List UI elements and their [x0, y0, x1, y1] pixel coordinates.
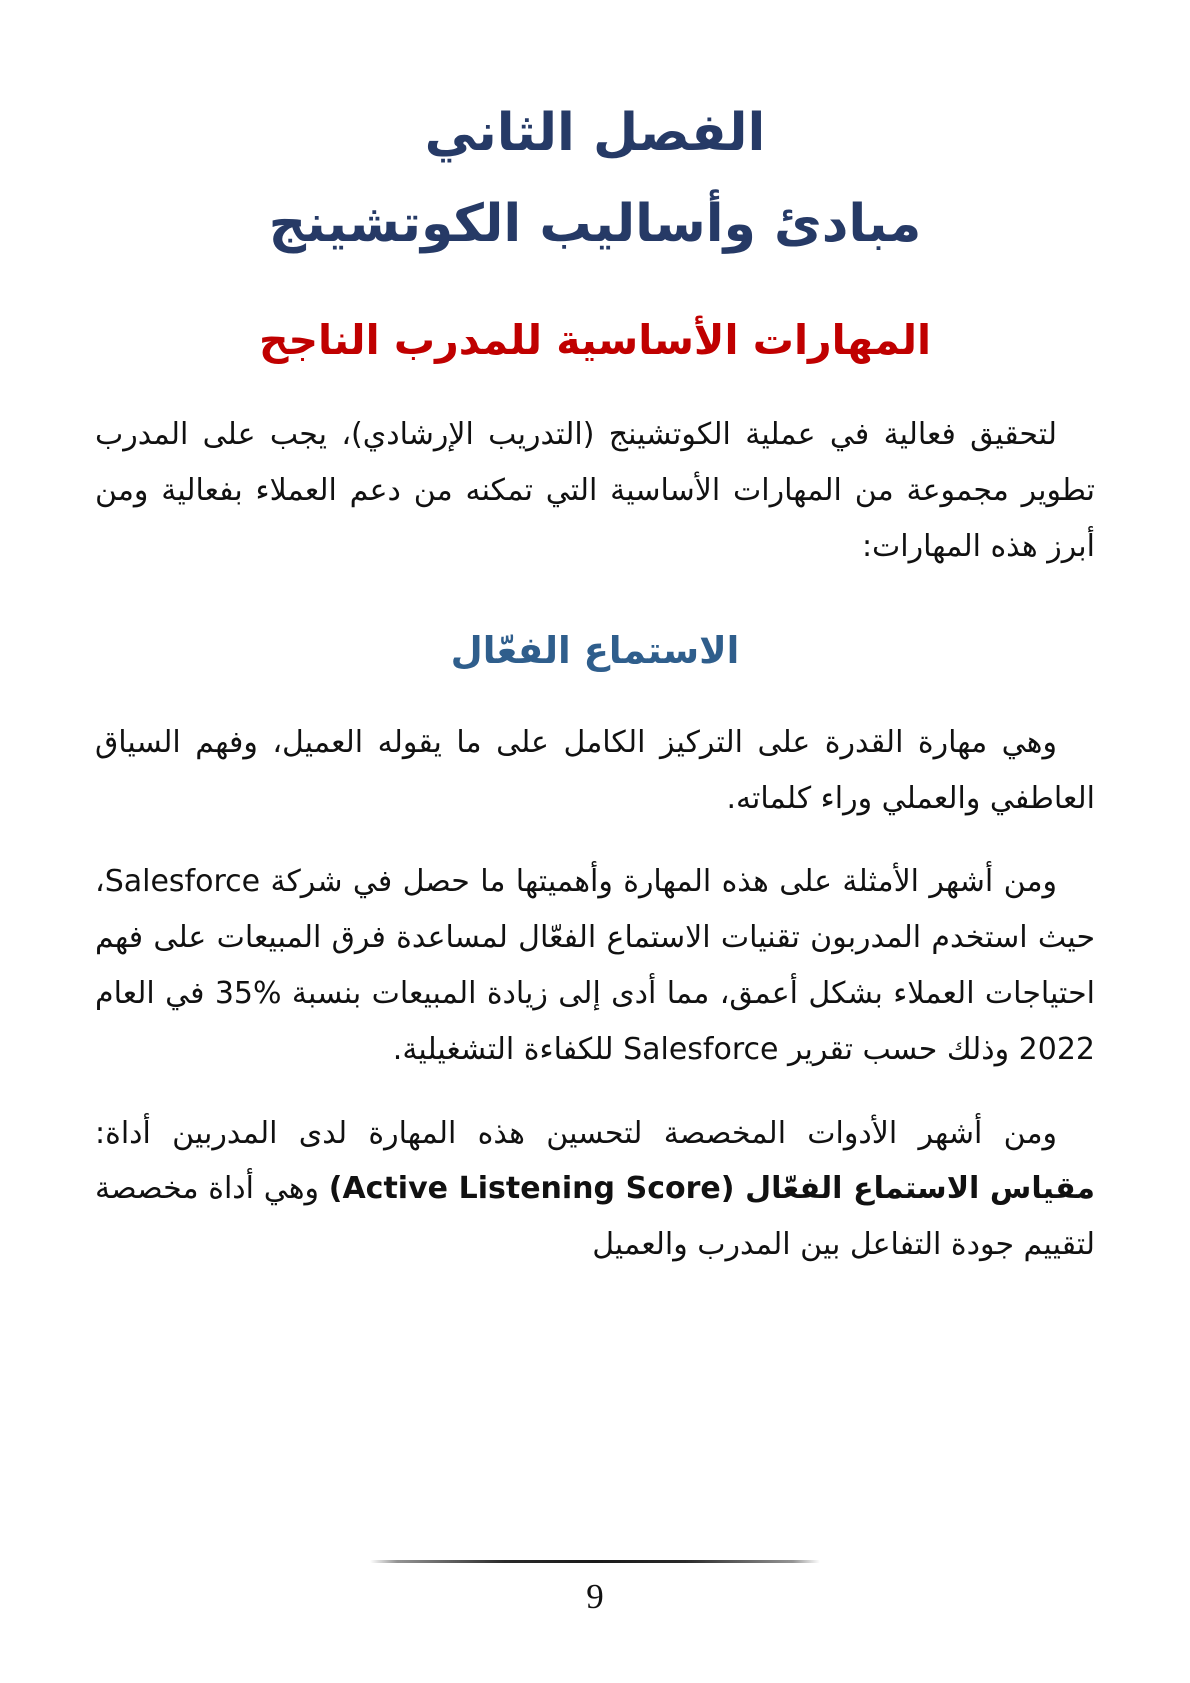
chapter-title [95, 88, 1095, 270]
tool-paragraph-suffix: وهي أداة مخصصة لتقييم جودة التفاعل بين المدرب والعميل [95, 1171, 1095, 1263]
example-paragraph: ومن أشهر الأمثلة على هذه المهارة وأهميتها ما حصل في شركة Salesforce، حيث استخدم المدربون تقنيات الاستماع الفعّال لمساعدة فرق المبيعات على فهم احتياجات العملاء بشكل أعمق، مما أدى إلى زيادة المبيعات بنسبة %35 في العام 2022 وذلك حسب تقرير Salesforce للكفاءة التشغيلية. [95, 864, 1095, 1067]
intro-paragraph: لتحقيق فعالية في عملية الكوتشينج (التدريب الإرشادي)، يجب على المدرب تطوير مجموعة من المهارات الأساسية التي تمكنه من دعم العملاء بفعالية ومن أبرز هذه المهارات: [95, 417, 1095, 564]
tool-paragraph-bold: مقياس الاستماع الفعّال (Active Listening Score) [328, 1171, 1095, 1207]
tool-paragraph [95, 1106, 1095, 1273]
section-heading: المهارات الأساسية للمدرب الناجح [258, 316, 932, 364]
chapter-title-line-1: الفصل الثاني [424, 103, 766, 163]
page-number: 9 [586, 1577, 604, 1616]
footer-divider-line [370, 1560, 820, 1563]
subsection-heading: الاستماع الفعّال [450, 628, 740, 672]
page-footer [0, 1560, 1190, 1617]
tool-paragraph-prefix: ومن أشهر الأدوات المخصصة لتحسين هذه المهارة لدى المدربين أداة: [95, 1115, 1057, 1151]
chapter-title-line-2: مبادئ وأساليب الكوتشينج [268, 194, 922, 254]
definition-paragraph: وهي مهارة القدرة على التركيز الكامل على ما يقوله العميل، وفهم السياق العاطفي والعملي وراء كلماته. [95, 724, 1095, 816]
